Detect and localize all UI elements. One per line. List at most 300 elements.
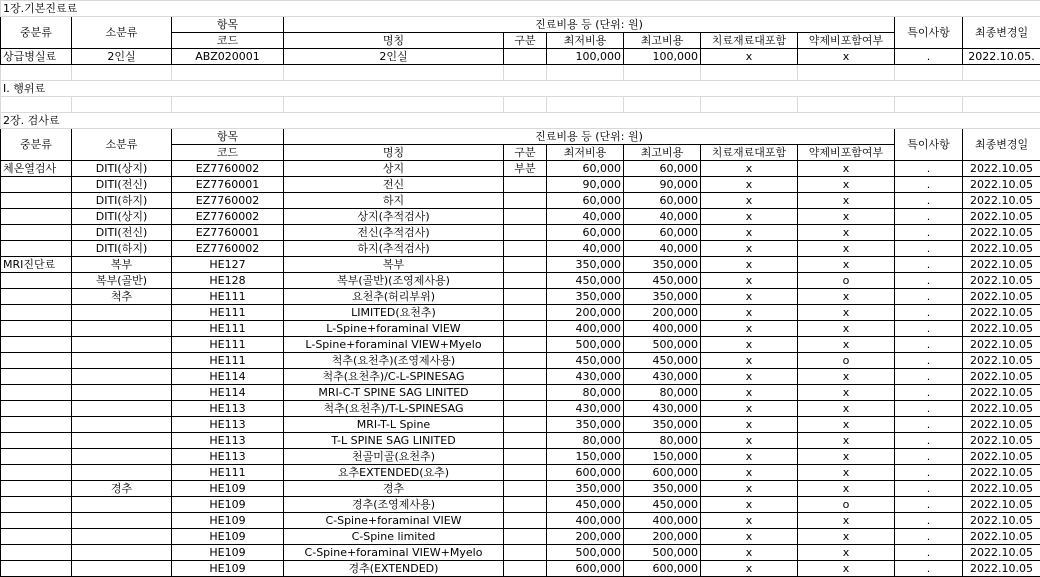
cell-max[interactable]: 400,000 bbox=[624, 513, 701, 529]
cell-drug[interactable]: x bbox=[798, 529, 895, 545]
cell-min[interactable]: 500,000 bbox=[547, 545, 624, 561]
cell-max[interactable]: 200,000 bbox=[624, 529, 701, 545]
cell-note[interactable]: . bbox=[895, 177, 963, 193]
cell-date[interactable]: 2022.10.05 bbox=[963, 321, 1040, 337]
cell-drug[interactable]: x bbox=[798, 337, 895, 353]
cell-note[interactable]: . bbox=[895, 385, 963, 401]
header-name[interactable]: 명칭 bbox=[284, 145, 504, 161]
cell-minor[interactable]: DITI(상지) bbox=[72, 161, 172, 177]
cell-max[interactable]: 60,000 bbox=[624, 193, 701, 209]
cell-code[interactable]: HE109 bbox=[172, 545, 284, 561]
cell-material[interactable]: x bbox=[701, 321, 798, 337]
empty-cell[interactable] bbox=[1, 97, 72, 113]
cell-drug[interactable]: x bbox=[798, 177, 895, 193]
cell-max[interactable]: 40,000 bbox=[624, 241, 701, 257]
cell-date[interactable]: 2022.10.05 bbox=[963, 161, 1040, 177]
cell-name[interactable]: 천골미골(요천추) bbox=[284, 449, 504, 465]
cell-drug[interactable]: o bbox=[798, 497, 895, 513]
cell-type[interactable] bbox=[504, 353, 547, 369]
cell-min[interactable]: 60,000 bbox=[547, 225, 624, 241]
empty-cell[interactable] bbox=[72, 65, 172, 81]
cell-minor[interactable] bbox=[72, 449, 172, 465]
cell-name[interactable]: C-Spine+foraminal VIEW bbox=[284, 513, 504, 529]
cell-drug[interactable]: x bbox=[798, 161, 895, 177]
cell-minor[interactable] bbox=[72, 545, 172, 561]
cell-drug[interactable]: x bbox=[798, 241, 895, 257]
cell-material[interactable]: x bbox=[701, 529, 798, 545]
cell-max[interactable]: 600,000 bbox=[624, 465, 701, 481]
cell-major[interactable] bbox=[1, 289, 72, 305]
cell-max[interactable]: 90,000 bbox=[624, 177, 701, 193]
cell-max[interactable]: 430,000 bbox=[624, 401, 701, 417]
cell-drug[interactable]: x bbox=[798, 561, 895, 577]
cell-name[interactable]: 상지 bbox=[284, 161, 504, 177]
cell-code[interactable]: HE109 bbox=[172, 497, 284, 513]
cell-note[interactable]: . bbox=[895, 449, 963, 465]
empty-cell[interactable] bbox=[895, 65, 963, 81]
cell-code[interactable]: HE113 bbox=[172, 433, 284, 449]
cell-major[interactable] bbox=[1, 449, 72, 465]
cell-date[interactable]: 2022.10.05 bbox=[963, 257, 1040, 273]
cell-major[interactable]: MRI진단료 bbox=[1, 257, 72, 273]
cell-date[interactable]: 2022.10.05 bbox=[963, 449, 1040, 465]
empty-cell[interactable] bbox=[72, 97, 172, 113]
header-cost-group[interactable]: 진료비용 등 (단위: 원) bbox=[284, 129, 895, 145]
header-drug[interactable]: 약제비포함여부 bbox=[798, 145, 895, 161]
cell-major[interactable] bbox=[1, 481, 72, 497]
cell-min[interactable]: 60,000 bbox=[547, 193, 624, 209]
cell-code[interactable]: EZ7760002 bbox=[172, 209, 284, 225]
cell-type[interactable] bbox=[504, 49, 547, 65]
header-cost-group[interactable]: 진료비용 등 (단위: 원) bbox=[284, 17, 895, 33]
cell-min[interactable]: 40,000 bbox=[547, 241, 624, 257]
cell-material[interactable]: x bbox=[701, 385, 798, 401]
cell-note[interactable]: . bbox=[895, 257, 963, 273]
cell-type[interactable] bbox=[504, 433, 547, 449]
cell-date[interactable]: 2022.10.05 bbox=[963, 561, 1040, 577]
cell-code[interactable]: HE111 bbox=[172, 321, 284, 337]
cell-material[interactable]: x bbox=[701, 289, 798, 305]
cell-date[interactable]: 2022.10.05 bbox=[963, 241, 1040, 257]
cell-code[interactable]: HE109 bbox=[172, 481, 284, 497]
cell-note[interactable]: . bbox=[895, 465, 963, 481]
cell-drug[interactable]: x bbox=[798, 321, 895, 337]
header-minor[interactable]: 소분류 bbox=[72, 17, 172, 49]
cell-major[interactable] bbox=[1, 433, 72, 449]
cell-note[interactable]: . bbox=[895, 161, 963, 177]
cell-major[interactable] bbox=[1, 225, 72, 241]
empty-cell[interactable] bbox=[547, 65, 624, 81]
cell-type[interactable] bbox=[504, 241, 547, 257]
cell-date[interactable]: 2022.10.05 bbox=[963, 481, 1040, 497]
cell-major[interactable] bbox=[1, 529, 72, 545]
cell-drug[interactable]: x bbox=[798, 49, 895, 65]
cell-minor[interactable]: DITI(전신) bbox=[72, 177, 172, 193]
cell-minor[interactable] bbox=[72, 305, 172, 321]
cell-date[interactable]: 2022.10.05 bbox=[963, 513, 1040, 529]
cell-type[interactable] bbox=[504, 481, 547, 497]
cell-major[interactable] bbox=[1, 321, 72, 337]
cell-name[interactable]: 경추(EXTENDED) bbox=[284, 561, 504, 577]
cell-min[interactable]: 430,000 bbox=[547, 401, 624, 417]
cell-name[interactable]: C-Spine+foraminal VIEW+Myelo bbox=[284, 545, 504, 561]
cell-drug[interactable]: x bbox=[798, 465, 895, 481]
cell-name[interactable]: L-Spine+foraminal VIEW+Myelo bbox=[284, 337, 504, 353]
cell-material[interactable]: x bbox=[701, 225, 798, 241]
header-note[interactable]: 특이사항 bbox=[895, 129, 963, 161]
cell-name[interactable]: 전신 bbox=[284, 177, 504, 193]
cell-major[interactable] bbox=[1, 417, 72, 433]
cell-major[interactable] bbox=[1, 337, 72, 353]
cell-type[interactable] bbox=[504, 177, 547, 193]
empty-cell[interactable] bbox=[624, 65, 701, 81]
cell-material[interactable]: x bbox=[701, 497, 798, 513]
cell-date[interactable]: 2022.10.05 bbox=[963, 401, 1040, 417]
cell-code[interactable]: HE109 bbox=[172, 513, 284, 529]
cell-note[interactable]: . bbox=[895, 545, 963, 561]
cell-material[interactable]: x bbox=[701, 241, 798, 257]
cell-code[interactable]: EZ7760001 bbox=[172, 177, 284, 193]
cell-drug[interactable]: x bbox=[798, 417, 895, 433]
cell-type[interactable] bbox=[504, 465, 547, 481]
cell-major[interactable] bbox=[1, 497, 72, 513]
cell-code[interactable]: HE128 bbox=[172, 273, 284, 289]
cell-max[interactable]: 80,000 bbox=[624, 433, 701, 449]
cell-material[interactable]: x bbox=[701, 513, 798, 529]
cell-type[interactable] bbox=[504, 497, 547, 513]
cell-code[interactable]: ABZ020001 bbox=[172, 49, 284, 65]
cell-material[interactable]: x bbox=[701, 449, 798, 465]
header-material[interactable]: 치료재료대포함 bbox=[701, 33, 798, 49]
cell-note[interactable]: . bbox=[895, 513, 963, 529]
cell-minor[interactable] bbox=[72, 401, 172, 417]
cell-minor[interactable] bbox=[72, 417, 172, 433]
cell-name[interactable]: 하지 bbox=[284, 193, 504, 209]
header-max[interactable]: 최고비용 bbox=[624, 145, 701, 161]
empty-cell[interactable] bbox=[798, 97, 895, 113]
cell-material[interactable]: x bbox=[701, 337, 798, 353]
cell-minor[interactable]: 복부 bbox=[72, 257, 172, 273]
cell-min[interactable]: 430,000 bbox=[547, 369, 624, 385]
cell-min[interactable]: 150,000 bbox=[547, 449, 624, 465]
cell-min[interactable]: 200,000 bbox=[547, 529, 624, 545]
cell-date[interactable]: 2022.10.05 bbox=[963, 433, 1040, 449]
cell-min[interactable]: 350,000 bbox=[547, 417, 624, 433]
cell-material[interactable]: x bbox=[701, 193, 798, 209]
cell-drug[interactable]: x bbox=[798, 225, 895, 241]
header-date[interactable]: 최종변경일 bbox=[963, 17, 1040, 49]
cell-drug[interactable]: x bbox=[798, 385, 895, 401]
cell-max[interactable]: 500,000 bbox=[624, 337, 701, 353]
cell-note[interactable]: . bbox=[895, 433, 963, 449]
cell-material[interactable]: x bbox=[701, 305, 798, 321]
cell-min[interactable]: 350,000 bbox=[547, 289, 624, 305]
cell-min[interactable]: 450,000 bbox=[547, 273, 624, 289]
empty-cell[interactable] bbox=[284, 65, 504, 81]
cell-code[interactable]: HE111 bbox=[172, 289, 284, 305]
cell-material[interactable]: x bbox=[701, 353, 798, 369]
cell-note[interactable]: . bbox=[895, 529, 963, 545]
cell-name[interactable]: 2인실 bbox=[284, 49, 504, 65]
cell-material[interactable]: x bbox=[701, 257, 798, 273]
cell-min[interactable]: 350,000 bbox=[547, 257, 624, 273]
header-item[interactable]: 항목 bbox=[172, 17, 284, 33]
cell-type[interactable] bbox=[504, 273, 547, 289]
cell-minor[interactable] bbox=[72, 529, 172, 545]
cell-note[interactable]: . bbox=[895, 225, 963, 241]
cell-major[interactable] bbox=[1, 305, 72, 321]
cell-minor[interactable]: DITI(하지) bbox=[72, 193, 172, 209]
cell-type[interactable] bbox=[504, 193, 547, 209]
empty-cell[interactable] bbox=[172, 65, 284, 81]
cell-date[interactable]: 2022.10.05 bbox=[963, 385, 1040, 401]
header-code[interactable]: 코드 bbox=[172, 33, 284, 49]
cell-material[interactable]: x bbox=[701, 417, 798, 433]
cell-type[interactable] bbox=[504, 417, 547, 433]
cell-note[interactable]: . bbox=[895, 321, 963, 337]
cell-min[interactable]: 350,000 bbox=[547, 481, 624, 497]
cell-major[interactable] bbox=[1, 177, 72, 193]
cell-code[interactable]: EZ7760001 bbox=[172, 225, 284, 241]
cell-major[interactable]: 상급병실료 bbox=[1, 49, 72, 65]
empty-cell[interactable] bbox=[963, 97, 1040, 113]
cell-date[interactable]: 2022.10.05 bbox=[963, 337, 1040, 353]
cell-name[interactable]: 전신(추적검사) bbox=[284, 225, 504, 241]
cell-min[interactable]: 400,000 bbox=[547, 321, 624, 337]
cell-material[interactable]: x bbox=[701, 177, 798, 193]
cell-min[interactable]: 80,000 bbox=[547, 433, 624, 449]
empty-cell[interactable] bbox=[963, 65, 1040, 81]
cell-major[interactable] bbox=[1, 369, 72, 385]
cell-note[interactable]: . bbox=[895, 305, 963, 321]
header-type[interactable]: 구분 bbox=[504, 33, 547, 49]
cell-date[interactable]: 2022.10.05 bbox=[963, 353, 1040, 369]
cell-date[interactable]: 2022.10.05 bbox=[963, 465, 1040, 481]
cell-type[interactable] bbox=[504, 209, 547, 225]
cell-type[interactable] bbox=[504, 529, 547, 545]
cell-major[interactable] bbox=[1, 401, 72, 417]
cell-type[interactable] bbox=[504, 321, 547, 337]
cell-note[interactable]: . bbox=[895, 401, 963, 417]
empty-cell[interactable] bbox=[284, 97, 504, 113]
cell-name[interactable]: 척추(요천추)/T-L-SPINESAG bbox=[284, 401, 504, 417]
cell-date[interactable]: 2022.10.05 bbox=[963, 225, 1040, 241]
empty-cell[interactable] bbox=[624, 97, 701, 113]
empty-cell[interactable] bbox=[172, 97, 284, 113]
cell-material[interactable]: x bbox=[701, 481, 798, 497]
cell-name[interactable]: C-Spine limited bbox=[284, 529, 504, 545]
cell-drug[interactable]: x bbox=[798, 193, 895, 209]
cell-max[interactable]: 350,000 bbox=[624, 481, 701, 497]
cell-max[interactable]: 450,000 bbox=[624, 497, 701, 513]
cell-major[interactable] bbox=[1, 545, 72, 561]
cell-max[interactable]: 450,000 bbox=[624, 273, 701, 289]
cell-major[interactable] bbox=[1, 513, 72, 529]
cell-material[interactable]: x bbox=[701, 49, 798, 65]
cell-material[interactable]: x bbox=[701, 401, 798, 417]
cell-date[interactable]: 2022.10.05 bbox=[963, 209, 1040, 225]
cell-code[interactable]: EZ7760002 bbox=[172, 161, 284, 177]
cell-material[interactable]: x bbox=[701, 433, 798, 449]
cell-code[interactable]: HE113 bbox=[172, 401, 284, 417]
header-major[interactable]: 중분류 bbox=[1, 17, 72, 49]
cell-name[interactable]: 상지(추적검사) bbox=[284, 209, 504, 225]
cell-date[interactable]: 2022.10.05 bbox=[963, 193, 1040, 209]
cell-max[interactable]: 350,000 bbox=[624, 257, 701, 273]
cell-name[interactable]: LIMITED(요천추) bbox=[284, 305, 504, 321]
cell-max[interactable]: 350,000 bbox=[624, 417, 701, 433]
cell-type[interactable] bbox=[504, 289, 547, 305]
cell-minor[interactable]: 2인실 bbox=[72, 49, 172, 65]
header-minor[interactable]: 소분류 bbox=[72, 129, 172, 161]
cell-min[interactable]: 400,000 bbox=[547, 513, 624, 529]
empty-cell[interactable] bbox=[701, 97, 798, 113]
cell-type[interactable] bbox=[504, 305, 547, 321]
cell-max[interactable]: 430,000 bbox=[624, 369, 701, 385]
cell-material[interactable]: x bbox=[701, 561, 798, 577]
cell-note[interactable]: . bbox=[895, 49, 963, 65]
cell-type[interactable] bbox=[504, 513, 547, 529]
cell-min[interactable]: 100,000 bbox=[547, 49, 624, 65]
header-major[interactable]: 중분류 bbox=[1, 129, 72, 161]
cell-minor[interactable] bbox=[72, 561, 172, 577]
cell-note[interactable]: . bbox=[895, 289, 963, 305]
cell-code[interactable]: HE113 bbox=[172, 449, 284, 465]
cell-name[interactable]: 척추(요천추)(조영제사용) bbox=[284, 353, 504, 369]
cell-min[interactable]: 450,000 bbox=[547, 353, 624, 369]
header-drug[interactable]: 약제비포함여부 bbox=[798, 33, 895, 49]
cell-material[interactable]: x bbox=[701, 161, 798, 177]
cell-minor[interactable] bbox=[72, 513, 172, 529]
empty-cell[interactable] bbox=[547, 97, 624, 113]
cell-date[interactable]: 2022.10.05 bbox=[963, 289, 1040, 305]
cell-drug[interactable]: x bbox=[798, 257, 895, 273]
header-type[interactable]: 구분 bbox=[504, 145, 547, 161]
cell-major[interactable] bbox=[1, 241, 72, 257]
cell-drug[interactable]: o bbox=[798, 273, 895, 289]
cell-note[interactable]: . bbox=[895, 497, 963, 513]
cell-material[interactable]: x bbox=[701, 465, 798, 481]
cell-note[interactable]: . bbox=[895, 273, 963, 289]
cell-max[interactable]: 150,000 bbox=[624, 449, 701, 465]
cell-code[interactable]: HE127 bbox=[172, 257, 284, 273]
cell-min[interactable]: 600,000 bbox=[547, 465, 624, 481]
cell-type[interactable] bbox=[504, 337, 547, 353]
cell-max[interactable]: 100,000 bbox=[624, 49, 701, 65]
empty-cell[interactable] bbox=[798, 65, 895, 81]
cell-min[interactable]: 200,000 bbox=[547, 305, 624, 321]
cell-material[interactable]: x bbox=[701, 273, 798, 289]
cell-type[interactable] bbox=[504, 545, 547, 561]
cell-max[interactable]: 450,000 bbox=[624, 353, 701, 369]
cell-material[interactable]: x bbox=[701, 369, 798, 385]
cell-date[interactable]: 2022.10.05 bbox=[963, 177, 1040, 193]
cell-code[interactable]: EZ7760002 bbox=[172, 241, 284, 257]
cell-note[interactable]: . bbox=[895, 481, 963, 497]
cell-major[interactable] bbox=[1, 385, 72, 401]
cell-code[interactable]: HE111 bbox=[172, 305, 284, 321]
cell-type[interactable] bbox=[504, 225, 547, 241]
cell-minor[interactable]: DITI(하지) bbox=[72, 241, 172, 257]
cell-drug[interactable]: x bbox=[798, 545, 895, 561]
cell-minor[interactable]: DITI(전신) bbox=[72, 225, 172, 241]
header-code[interactable]: 코드 bbox=[172, 145, 284, 161]
cell-min[interactable]: 60,000 bbox=[547, 161, 624, 177]
cell-max[interactable]: 80,000 bbox=[624, 385, 701, 401]
cell-minor[interactable]: 경추 bbox=[72, 481, 172, 497]
cell-major[interactable]: 체온열검사 bbox=[1, 161, 72, 177]
cell-type[interactable] bbox=[504, 561, 547, 577]
cell-date[interactable]: 2022.10.05 bbox=[963, 545, 1040, 561]
cell-name[interactable]: 복부(골반)(조영제사용) bbox=[284, 273, 504, 289]
cell-minor[interactable] bbox=[72, 385, 172, 401]
cell-max[interactable]: 350,000 bbox=[624, 289, 701, 305]
cell-code[interactable]: HE109 bbox=[172, 529, 284, 545]
cell-drug[interactable]: x bbox=[798, 401, 895, 417]
header-item[interactable]: 항목 bbox=[172, 129, 284, 145]
cell-name[interactable]: L-Spine+foraminal VIEW bbox=[284, 321, 504, 337]
cell-note[interactable]: . bbox=[895, 417, 963, 433]
cell-drug[interactable]: x bbox=[798, 513, 895, 529]
cell-max[interactable]: 200,000 bbox=[624, 305, 701, 321]
cell-drug[interactable]: x bbox=[798, 369, 895, 385]
cell-code[interactable]: HE113 bbox=[172, 417, 284, 433]
cell-type[interactable] bbox=[504, 449, 547, 465]
cell-name[interactable]: 복부 bbox=[284, 257, 504, 273]
cell-major[interactable] bbox=[1, 209, 72, 225]
cell-min[interactable]: 40,000 bbox=[547, 209, 624, 225]
cell-minor[interactable] bbox=[72, 465, 172, 481]
header-name[interactable]: 명칭 bbox=[284, 33, 504, 49]
cell-code[interactable]: EZ7760002 bbox=[172, 193, 284, 209]
cell-date[interactable]: 2022.10.05 bbox=[963, 369, 1040, 385]
cell-date[interactable]: 2022.10.05 bbox=[963, 497, 1040, 513]
cell-major[interactable] bbox=[1, 193, 72, 209]
cell-minor[interactable] bbox=[72, 433, 172, 449]
cell-major[interactable] bbox=[1, 273, 72, 289]
cell-minor[interactable]: DITI(상지) bbox=[72, 209, 172, 225]
cell-max[interactable]: 60,000 bbox=[624, 225, 701, 241]
cell-drug[interactable]: x bbox=[798, 481, 895, 497]
cell-name[interactable]: MRI-C-T SPINE SAG LINITED bbox=[284, 385, 504, 401]
empty-cell[interactable] bbox=[701, 65, 798, 81]
cell-min[interactable]: 500,000 bbox=[547, 337, 624, 353]
cell-date[interactable]: 2022.10.05 bbox=[963, 529, 1040, 545]
cell-date[interactable]: 2022.10.05 bbox=[963, 417, 1040, 433]
cell-name[interactable]: 경추 bbox=[284, 481, 504, 497]
cell-date[interactable]: 2022.10.05. bbox=[963, 49, 1040, 65]
cell-note[interactable]: . bbox=[895, 241, 963, 257]
empty-cell[interactable] bbox=[1, 65, 72, 81]
cell-major[interactable] bbox=[1, 465, 72, 481]
cell-max[interactable]: 40,000 bbox=[624, 209, 701, 225]
cell-minor[interactable] bbox=[72, 353, 172, 369]
cell-date[interactable]: 2022.10.05 bbox=[963, 305, 1040, 321]
cell-code[interactable]: HE111 bbox=[172, 353, 284, 369]
cell-note[interactable]: . bbox=[895, 337, 963, 353]
cell-max[interactable]: 500,000 bbox=[624, 545, 701, 561]
cell-min[interactable]: 80,000 bbox=[547, 385, 624, 401]
empty-cell[interactable] bbox=[895, 97, 963, 113]
cell-note[interactable]: . bbox=[895, 193, 963, 209]
cell-code[interactable]: HE109 bbox=[172, 561, 284, 577]
cell-max[interactable]: 600,000 bbox=[624, 561, 701, 577]
cell-material[interactable]: x bbox=[701, 209, 798, 225]
cell-type[interactable] bbox=[504, 369, 547, 385]
cell-minor[interactable]: 복부(골반) bbox=[72, 273, 172, 289]
empty-cell[interactable] bbox=[504, 97, 547, 113]
empty-cell[interactable] bbox=[504, 65, 547, 81]
